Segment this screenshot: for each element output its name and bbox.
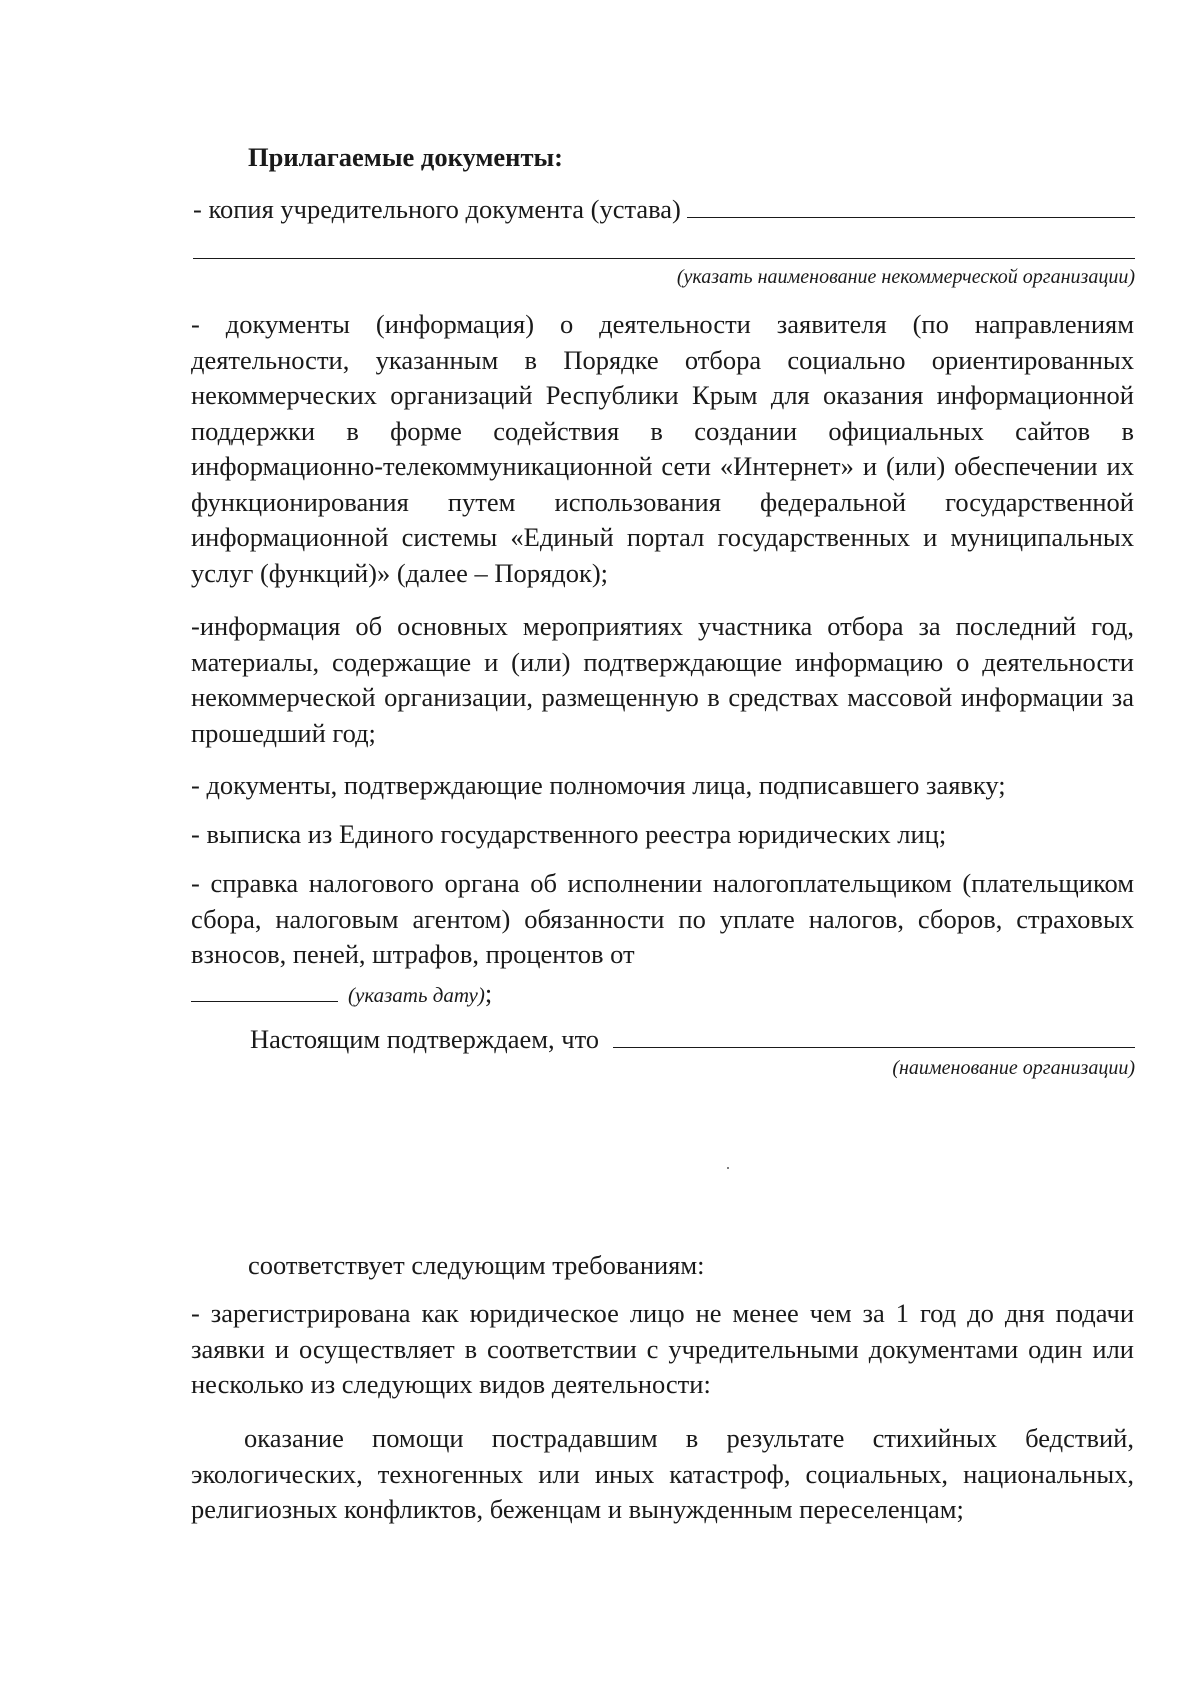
date-row <box>191 978 492 1009</box>
assistance-activity-paragraph: оказание помощи пострадавшим в результате стихийных бедствий, экологических, техногенных или иных катастроф, социальных, национальных, религиозных конфликтов, беженцам и вынужденным переселенцам; <box>191 1423 1134 1524</box>
date-hint: (указать дату) <box>348 983 485 1007</box>
organization-hint: (наименование организации) <box>892 1057 1135 1079</box>
confirmation-row <box>250 1024 1135 1055</box>
attached-documents-heading: Прилагаемые документы: <box>248 142 563 172</box>
date-end: ; <box>484 978 493 1008</box>
date-fill-line <box>191 979 338 1002</box>
authority-documents-item: - документы, подтверждающие полномочия лица, подписавшего заявку; <box>191 770 1006 800</box>
tax-certificate-paragraph: - справка налогового органа об исполнении налогоплательщиком (плательщиком сбора, налоговым агентом) обязанности по уплате налогов, сборов, страховых взносов, пеней, штрафов, процентов от <box>191 868 1134 969</box>
charter-copy-label: - копия учредительного документа (устава) <box>193 194 681 224</box>
scan-speck <box>727 1167 729 1169</box>
organization-name-hint: (указать наименование некоммерческой организации) <box>676 266 1135 288</box>
organization-fill-line <box>613 1025 1135 1048</box>
registry-extract-item: - выписка из Единого государственного реестра юридических лиц; <box>191 819 947 849</box>
charter-copy-row <box>193 194 1135 225</box>
charter-fill-line <box>687 195 1135 218</box>
organization-name-line <box>193 258 1135 259</box>
activity-documents-paragraph: - документы (информация) о деятельности заявителя (по направлениям деятельности, указанным в Порядке отбора социально ориентированных некоммерческих организаций Республики Крым для оказания информационной поддержки в форме содействия в создании официальных сайтов в информационно-телекоммуникационной сети «Интернет» и (или) обеспечении их функционирования путем использования федеральной государственной информационной системы «Единый портал государственных и муниципальных услуг (функций)» (далее – Порядок); <box>191 309 1134 588</box>
confirmation-text: Настоящим подтверждаем, что <box>250 1024 600 1054</box>
events-information-paragraph: -информация об основных мероприятиях участника отбора за последний год, материалы, содержащие и (или) подтверждающие информацию о деятельности некоммерческой организации, размещенную в средствах массовой информации за прошедший год; <box>191 611 1134 748</box>
requirements-intro: соответствует следующим требованиям: <box>248 1250 705 1280</box>
registration-requirement-paragraph: - зарегистрирована как юридическое лицо не менее чем за 1 год до дня подачи заявки и осуществляет в соответствии с учредительными документами один или несколько из следующих видов деятельности: <box>191 1298 1134 1399</box>
